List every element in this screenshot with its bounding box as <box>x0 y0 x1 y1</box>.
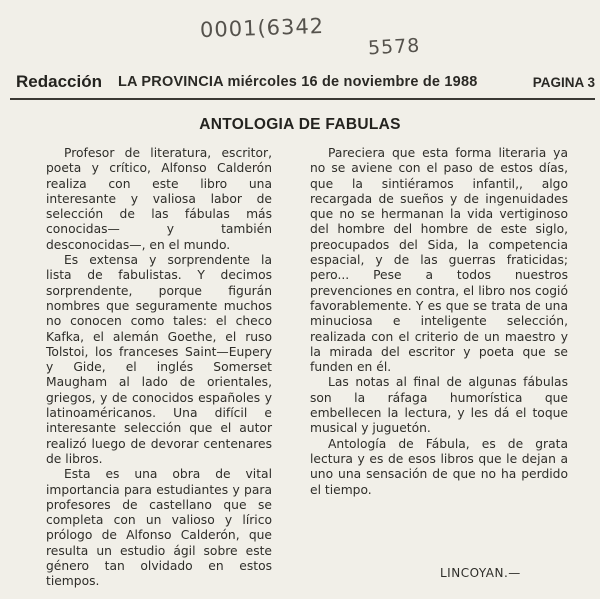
handwritten-number: 5578 <box>367 34 421 60</box>
article-column-right <box>310 146 568 498</box>
paragraph: Las notas al final de algunas fábulas son la ráfaga humorística que embellecen la lectura, y les dá el toque musical y juguetón. <box>310 375 568 436</box>
masthead <box>10 70 595 96</box>
handwritten-archive-id: 0001(6342 <box>199 13 325 43</box>
page-number: PAGINA 3 <box>532 75 595 90</box>
paragraph: Antología de Fábula, es de grata lectura y es de esos libros que le dejan a uno una sensación de que no ha perdido el tiempo. <box>310 436 568 497</box>
section-name: Redacción <box>16 72 102 91</box>
article-title: ANTOLOGIA DE FABULAS <box>199 116 401 133</box>
dateline: LA PROVINCIA miércoles 16 de noviembre de 1988 <box>118 74 478 90</box>
author-signature: LINCOYAN.— <box>440 566 521 580</box>
paragraph: Pareciera que esta forma literaria ya no se aviene con el paso de estos días, que la sintiéramos infantil,, algo recargada de sueños y de ingenuidades que no se hermanan la vida vertiginoso del hombre del hombre de este siglo, preocupados del Sida, la competencia espacial, y de las guerras fraticidas; pero... Pese a todos nuestros prevenciones en contra, el libro nos cogió favorablemente. Y es que se trata de una minuciosa e inteligente selección, realizada con el criterio de un maestro y la mirada del escritor y poeta que se funden en él. <box>310 146 568 375</box>
article-column-left <box>46 146 272 590</box>
paragraph: Profesor de literatura, escritor, poeta y crítico, Alfonso Calderón realiza con este libro una interesante y valiosa labor de selección de las fábulas más conocidas— y también desconocidas—, en el mundo. <box>46 146 272 252</box>
header-rule <box>10 98 595 100</box>
paragraph: Es extensa y sorprendente la lista de fabulistas. Y decimos sorprendente, porque figurán nombres que seguramente muchos no conocen como tales: el checo Kafka, el alemán Goethe, el ruso Tolstoi, los franceses Saint—Eupery y Gide, el inglés Somerset Maugham al lado de orientales, griegos, y de conocidos españoles y latinoaméricanos. Una difícil e interesante selección que el autor realizó luego de devorar centenares de libros. <box>46 253 272 466</box>
paragraph: Esta es una obra de vital importancia para estudiantes y para profesores de castellano que se completa con un valioso y lírico prólogo de Alfonso Calderón, que resulta un estudio ágil sobre este género tan olvidado en estos tiempos. <box>46 467 272 589</box>
